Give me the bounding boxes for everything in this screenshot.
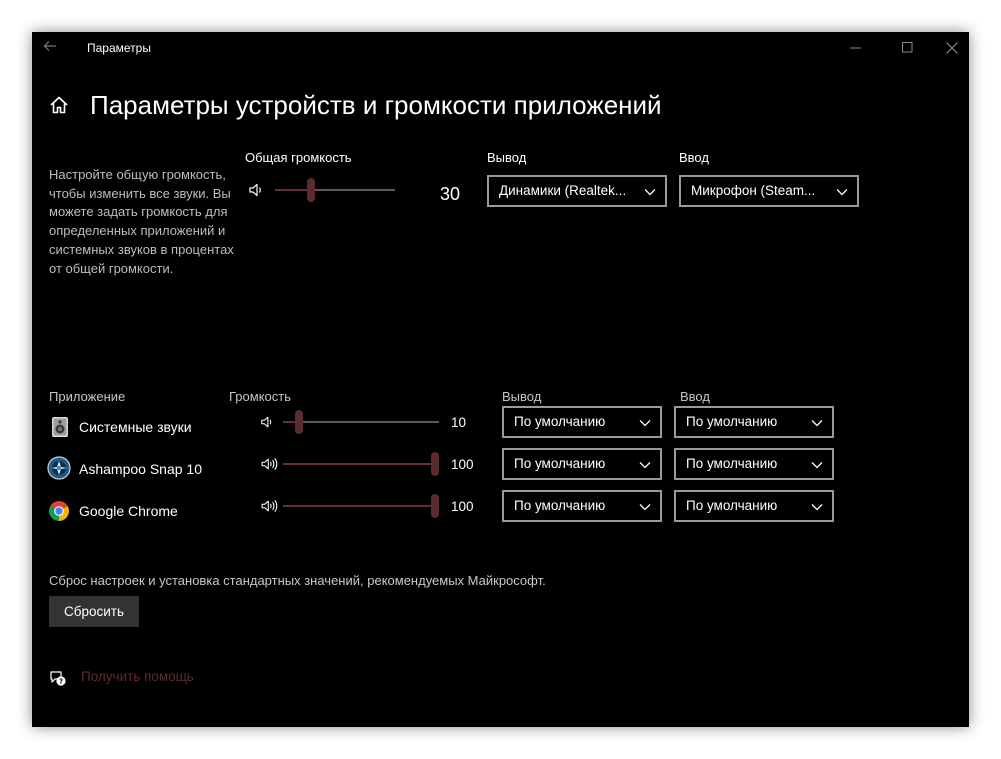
get-help-link[interactable]: Получить помощь — [81, 669, 194, 684]
app-input-value: По умолчанию — [686, 498, 778, 513]
chevron-down-icon — [810, 500, 824, 514]
app-input-value: По умолчанию — [686, 414, 778, 429]
speaker-high-icon[interactable] — [260, 499, 280, 513]
home-icon[interactable] — [48, 94, 70, 116]
master-input-value: Микрофон (Steam... — [691, 183, 816, 198]
page-description: Настройте общую громкость, чтобы изменить все звуки. Вы можете задать громкость для определенных приложений и системных звуков в процентах от общей громкости. — [49, 167, 234, 276]
app-name: Google Chrome — [79, 503, 178, 519]
app-volume-fill — [283, 463, 439, 465]
app-volume-thumb[interactable] — [431, 494, 439, 518]
app-name: Ashampoo Snap 10 — [79, 461, 202, 477]
app-volume-value: 100 — [451, 499, 474, 514]
app-output-value: По умолчанию — [514, 498, 606, 513]
app-volume-thumb[interactable] — [295, 410, 303, 434]
minimize-button[interactable] — [832, 32, 878, 64]
settings-window — [32, 32, 969, 727]
master-volume-thumb[interactable] — [307, 178, 315, 202]
chevron-down-icon — [638, 458, 652, 472]
master-output-label: Вывод — [487, 150, 527, 165]
page-title: Параметры устройств и громкости приложений — [90, 90, 662, 120]
app-volume-fill — [283, 505, 439, 507]
app-volume-slider[interactable] — [283, 505, 439, 507]
chrome-icon — [47, 499, 71, 523]
app-output-dropdown[interactable] — [502, 406, 662, 438]
chevron-down-icon — [638, 416, 652, 430]
app-output-dropdown[interactable] — [502, 490, 662, 522]
master-input-dropdown[interactable] — [679, 175, 859, 207]
app-volume-thumb[interactable] — [431, 452, 439, 476]
close-button[interactable] — [930, 32, 969, 64]
title-bar — [32, 32, 969, 64]
chevron-down-icon — [643, 185, 657, 199]
input-column-header: Ввод — [680, 389, 710, 404]
output-column-header: Вывод — [502, 389, 542, 404]
speaker-low-icon[interactable] — [248, 182, 264, 198]
app-input-dropdown[interactable] — [674, 406, 834, 438]
chevron-down-icon — [810, 458, 824, 472]
maximize-button[interactable] — [884, 32, 930, 64]
svg-text:?: ? — [58, 677, 64, 686]
app-output-value: По умолчанию — [514, 414, 606, 429]
speaker-low-icon[interactable] — [260, 415, 274, 429]
app-volume-value: 10 — [451, 415, 467, 430]
ashampoo-snap-icon — [47, 456, 71, 480]
app-column-header: Приложение — [49, 389, 126, 404]
master-input-label: Ввод — [679, 150, 709, 165]
system-sounds-icon — [49, 416, 71, 438]
help-chat-icon — [49, 669, 67, 687]
app-input-value: По умолчанию — [686, 456, 778, 471]
close-icon — [946, 42, 958, 54]
master-output-value: Динамики (Realtek... — [499, 183, 627, 198]
reset-description: Сброс настроек и установка стандартных значений, рекомендуемых Майкрософт. — [49, 573, 546, 588]
master-volume-fill — [275, 189, 311, 191]
master-volume-value: 30 — [440, 184, 461, 204]
app-input-dropdown[interactable] — [674, 490, 834, 522]
minimize-icon — [850, 47, 861, 49]
app-volume-slider[interactable] — [283, 421, 439, 423]
back-arrow-icon[interactable] — [40, 38, 60, 58]
reset-button[interactable]: Сбросить — [49, 596, 139, 627]
app-output-dropdown[interactable] — [502, 448, 662, 480]
app-name: Системные звуки — [79, 419, 192, 435]
app-output-value: По умолчанию — [514, 456, 606, 471]
volume-column-header: Громкость — [229, 389, 291, 404]
chevron-down-icon — [638, 500, 652, 514]
chevron-down-icon — [835, 185, 849, 199]
master-output-dropdown[interactable] — [487, 175, 667, 207]
chevron-down-icon — [810, 416, 824, 430]
app-input-dropdown[interactable] — [674, 448, 834, 480]
app-volume-value: 100 — [451, 457, 474, 472]
window-title: Параметры — [87, 41, 151, 55]
master-volume-label: Общая громкость — [245, 150, 352, 165]
speaker-high-icon[interactable] — [260, 457, 280, 471]
master-volume-slider[interactable] — [275, 189, 395, 191]
app-volume-slider[interactable] — [283, 463, 439, 465]
maximize-icon — [902, 42, 913, 53]
